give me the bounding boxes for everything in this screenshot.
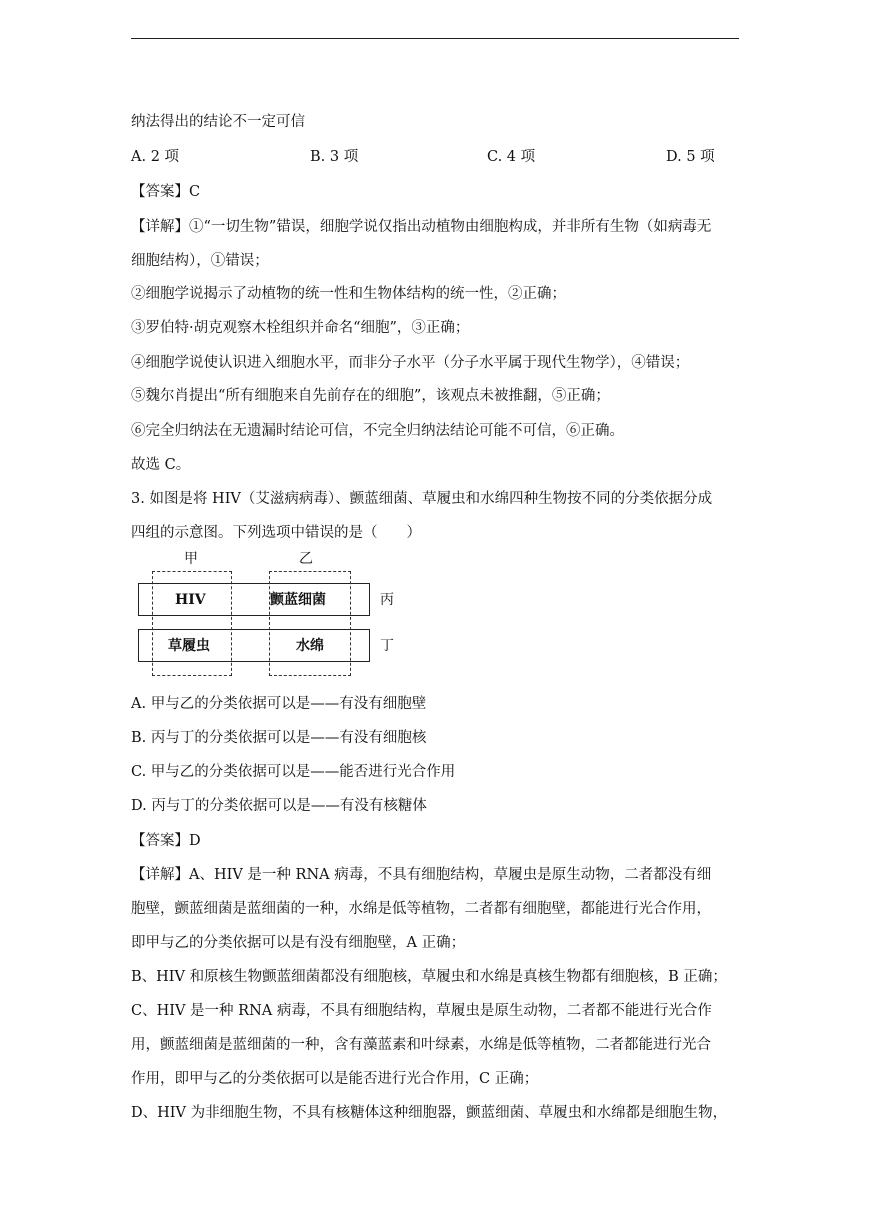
explanation-line: D、HIV 为非细胞生物，不具有核糖体这种细胞器，颤蓝细菌、草履虫和水绵都是细胞生物， bbox=[131, 1105, 728, 1121]
explanation-line: ⑥完全归纳法在无遗漏时结论可信，不完全归纳法结论可能不可信，⑥正确。 bbox=[131, 423, 624, 439]
option-a: A. 2 项 bbox=[131, 149, 180, 165]
explanation-line: 用，颤蓝细菌是蓝细菌的一种，含有藻蓝素和叶绿素，水绵是低等植物，二者都能进行光合 bbox=[131, 1037, 711, 1053]
option-b: B. 3 项 bbox=[310, 149, 359, 165]
cell-cyanobacteria: 颤蓝细菌 bbox=[270, 592, 326, 608]
answer-label: 【答案】C bbox=[131, 184, 201, 200]
explanation-line: 【详解】①“一切生物”错误，细胞学说仅指出动植物由细胞构成，并非所有生物（如病毒无 bbox=[131, 219, 712, 235]
explanation-line: B、HIV 和原核生物颤蓝细菌都没有细胞核，草履虫和水绵是真核生物都有细胞核，B 正确； bbox=[131, 969, 727, 985]
choice-d: D. 丙与丁的分类依据可以是——有没有核糖体 bbox=[131, 798, 427, 814]
explanation-line: ②细胞学说揭示了动植物的统一性和生物体结构的统一性，②正确； bbox=[131, 286, 566, 302]
cell-spirogyra: 水绵 bbox=[296, 638, 324, 654]
explanation-line: 【详解】A、HIV 是一种 RNA 病毒，不具有细胞结构，草履虫是原生动物，二者都没有细 bbox=[131, 867, 712, 883]
choice-a: A. 甲与乙的分类依据可以是——有没有细胞壁 bbox=[131, 696, 427, 712]
label-bing: 丙 bbox=[380, 592, 394, 608]
text-line: 纳法得出的结论不一定可信 bbox=[131, 114, 305, 130]
explanation-line: 胞壁，颤蓝细菌是蓝细菌的一种，水绵是低等植物，二者都有细胞壁，都能进行光合作用， bbox=[131, 901, 711, 917]
cell-paramecium: 草履虫 bbox=[168, 638, 210, 654]
explanation-line: C、HIV 是一种 RNA 病毒，不具有细胞结构，草履虫是原生动物，二者都不能进行光合作 bbox=[131, 1003, 712, 1019]
explanation-line: 故选 C。 bbox=[131, 457, 191, 473]
explanation-line: ④细胞学说使认识进入细胞水平，而非分子水平（分子水平属于现代生物学），④错误； bbox=[131, 355, 690, 371]
label-ding: 丁 bbox=[380, 638, 394, 654]
label-yi: 乙 bbox=[299, 551, 313, 567]
explanation-line: 作用，即甲与乙的分类依据可以是能否进行光合作用，C 正确； bbox=[131, 1071, 539, 1087]
cell-hiv: HIV bbox=[175, 592, 206, 608]
explanation-line: 即甲与乙的分类依据可以是有没有细胞壁，A 正确； bbox=[131, 935, 466, 951]
label-jia: 甲 bbox=[184, 551, 198, 567]
answer-label: 【答案】D bbox=[131, 833, 201, 849]
explanation-line: 细胞结构），①错误； bbox=[131, 253, 269, 269]
choice-b: B. 丙与丁的分类依据可以是——有没有细胞核 bbox=[131, 730, 427, 746]
option-c: C. 4 项 bbox=[487, 149, 536, 165]
group-jia-dashed bbox=[152, 571, 232, 676]
header-rule bbox=[131, 38, 739, 39]
group-yi-dashed bbox=[269, 571, 351, 676]
question-stem: 3. 如图是将 HIV（艾滋病病毒）、颤蓝细菌、草履虫和水绵四种生物按不同的分类依据分成 bbox=[131, 491, 713, 507]
explanation-line: ⑤魏尔肖提出“所有细胞来自先前存在的细胞”，该观点未被推翻，⑤正确； bbox=[131, 388, 610, 404]
choice-c: C. 甲与乙的分类依据可以是——能否进行光合作用 bbox=[131, 764, 456, 780]
question-stem: 四组的示意图。下列选项中错误的是（ ） bbox=[131, 525, 421, 541]
option-d: D. 5 项 bbox=[666, 149, 715, 165]
explanation-line: ③罗伯特·胡克观察木栓组织并命名“细胞”，③正确； bbox=[131, 320, 470, 336]
